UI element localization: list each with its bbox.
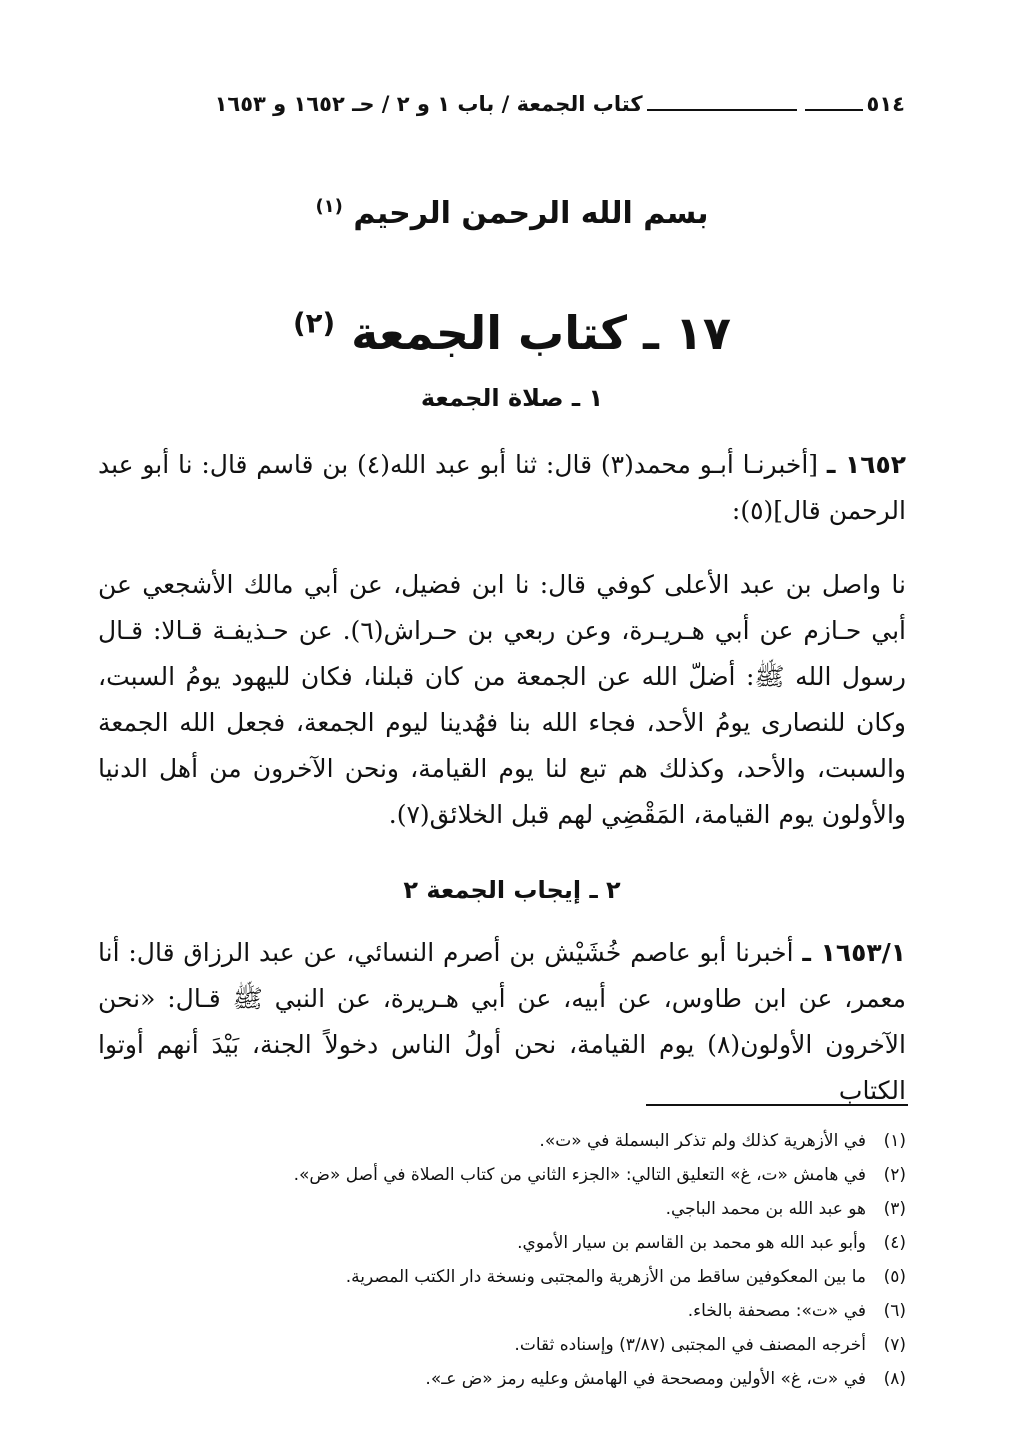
hadith-1653 (98, 930, 906, 1114)
basmala (0, 196, 1024, 231)
footnote-separator (646, 1104, 908, 1106)
footnote-number: (١) (883, 1131, 906, 1151)
footnote-number: (٦) (883, 1301, 906, 1321)
section-heading-1: ١ ـ صلاة الجمعة (420, 384, 604, 412)
footnote-number: (٧) (883, 1335, 906, 1355)
footnote-text: في هامش «ت، غ» التعليق التالي: «الجزء الثاني من كتاب الصلاة في أصل «ض». (293, 1165, 866, 1185)
basmala-footnote-ref: (١) (315, 196, 343, 217)
book-title-footnote-ref: (٢) (293, 306, 336, 340)
footnotes-list (116, 1124, 906, 1396)
header-rule-short (805, 97, 863, 111)
hadith-isnad-text: [أخبرنـا أبـو محمد(٣) قال: ثنا أبو عبد الله(٤) بن قاسم قال: نا أبو عبد الرحمن قال](٥): (98, 450, 906, 525)
hadith-number: ١٦٥٢ ـ (826, 450, 906, 479)
footnote-text: في «ت»: مصحفة بالخاء. (687, 1301, 866, 1321)
header-title: كتاب الجمعة / باب ١ و ٢ / حـ ١٦٥٢ و ١٦٥٣ (214, 92, 643, 116)
hadith-number: ١٦٥٣/١ ـ (802, 938, 906, 967)
footnote-item (116, 1226, 906, 1260)
footnote-item (116, 1158, 906, 1192)
basmala-text: بسم الله الرحمن الرحيم (353, 196, 709, 231)
footnote-item (116, 1260, 906, 1294)
footnote-text: في الأزهرية كذلك ولم تذكر البسملة في «ت». (539, 1131, 866, 1151)
running-header (95, 86, 905, 122)
book-title (0, 306, 1024, 360)
footnote-number: (٤) (883, 1233, 906, 1253)
section-heading-2: ٢ ـ إيجاب الجمعة ٢ (403, 876, 621, 904)
footnote-item (116, 1294, 906, 1328)
footnote-item (116, 1192, 906, 1226)
footnote-number: (٣) (883, 1199, 906, 1219)
footnote-item (116, 1362, 906, 1396)
hadith-text: أخبرنا أبو عاصم خُشَيْش بن أصرم النسائي، عن عبد الرزاق قال: أنا معمر، عن ابن طاوس، عن أبيه، عن أبي هـريرة، عن النبي ﷺ قـال: «نحن الآخرون الأولون(٨) يوم القيامة، نحن أولُ الناس دخولاً الجنة، بَيْدَ أنهم أوتوا الكتاب (98, 938, 906, 1105)
hadith-1652-matn: نا واصل بن عبد الأعلى كوفي قال: نا ابن فضيل، عن أبي مالك الأشجعي عن أبي حـازم عن أبي هـريـرة، وعن ربعي بن حـراش(٦). عن حـذيفـة قـالا: قـال رسول الله ﷺ: أضلّ الله عن الجمعة من كان قبلنا، فكان لليهود يومُ السبت، وكان للنصارى يومُ الأحد، فجاء الله بنا فهُدينا ليوم الجمعة، فجعل الله الجمعة والسبت، والأحد، وكذلك هم تبع لنا يوم القيامة، ونحن الآخرون من أهل الدنيا والأولون يوم القيامة، المَقْضِي لهم قبل الخلائق(٧). (98, 570, 906, 829)
footnote-number: (٨) (883, 1369, 906, 1389)
hadith-1652-isnad (98, 442, 906, 534)
footnote-item (116, 1124, 906, 1158)
page-number: ٥١٤ (866, 92, 905, 116)
footnote-item (116, 1328, 906, 1362)
header-rule-long (647, 97, 797, 111)
footnote-text: في «ت، غ» الأولين ومصححة في الهامش وعليه رمز «ض عـ». (425, 1369, 866, 1389)
footnote-number: (٢) (883, 1165, 906, 1185)
footnote-text: ما بين المعكوفين ساقط من الأزهرية والمجتبى ونسخة دار الكتب المصرية. (345, 1267, 866, 1287)
footnote-text: وأبو عبد الله هو محمد بن القاسم بن سيار الأموي. (517, 1233, 866, 1253)
book-title-text: ١٧ ـ كتاب الجمعة (351, 306, 731, 360)
footnote-number: (٥) (883, 1267, 906, 1287)
footnote-text: أخرجه المصنف في المجتبى (٣/٨٧) وإسناده ثقات. (514, 1335, 866, 1355)
footnote-text: هو عبد الله بن محمد الباجي. (665, 1199, 866, 1219)
